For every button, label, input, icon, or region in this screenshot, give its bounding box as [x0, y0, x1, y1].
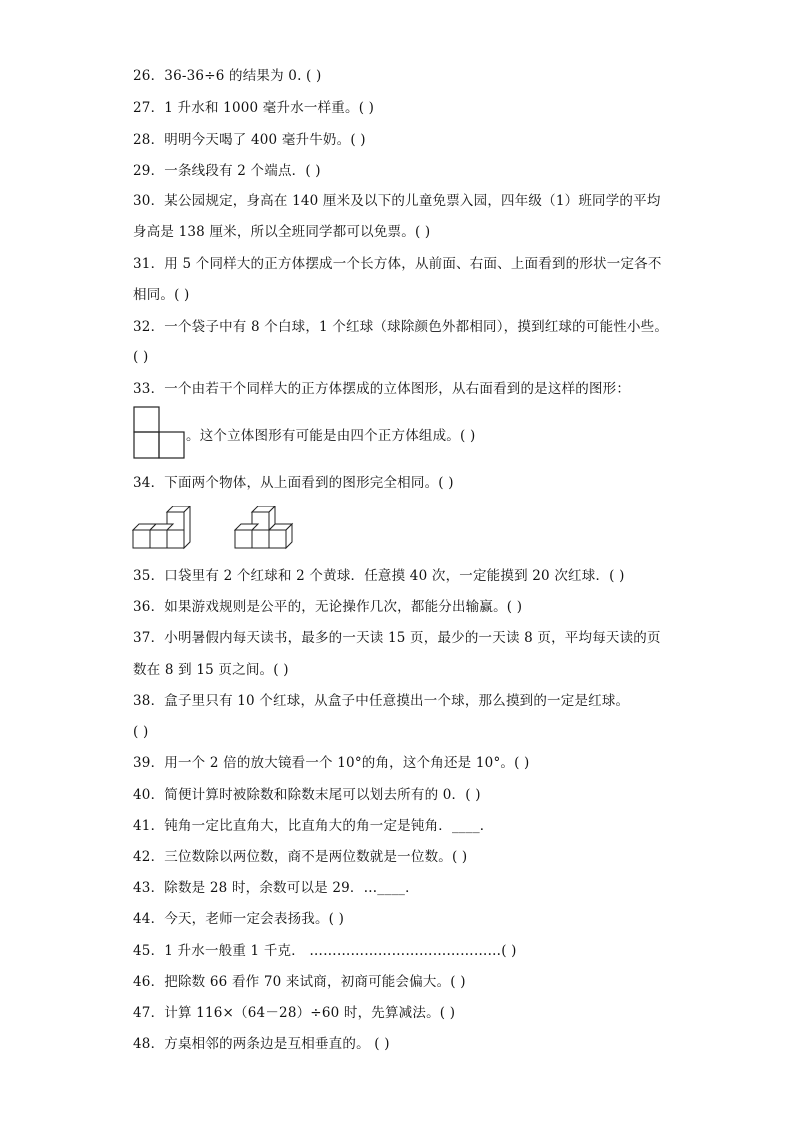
question-31-line-1: 31．用 5 个同样大的正方体摆成一个长方体，从前面、右面、上面看到的形状一定各不 [133, 256, 662, 272]
question-27: 27．1 升水和 1000 毫升水一样重。( ) [133, 100, 375, 116]
right-view-figure [133, 406, 187, 460]
question-43: 43．除数是 28 时，余数可以是 29．…____． [133, 880, 419, 896]
cube-object-1 [132, 506, 196, 550]
question-46: 46．把除数 66 看作 70 来试商，初商可能会偏大。( ) [133, 974, 466, 990]
question-35: 35．口袋里有 2 个红球和 2 个黄球．任意摸 40 次，一定能摸到 20 次红球．( ) [133, 568, 625, 584]
question-42: 42．三位数除以两位数，商不是两位数就是一位数。( ) [133, 849, 468, 865]
question-38-line-2: ( ) [133, 724, 149, 740]
question-33-line-2: 。这个立体图形有可能是由四个正方体组成。( ) [186, 428, 476, 444]
question-34: 34．下面两个物体，从上面看到的图形完全相同。( ) [133, 475, 454, 491]
cube-object-2 [234, 506, 298, 550]
question-28: 28．明明今天喝了 400 毫升牛奶。( ) [133, 132, 366, 148]
question-41: 41．钝角一定比直角大，比直角大的角一定是钝角．____． [133, 818, 494, 834]
question-32-line-1: 32．一个袋子中有 8 个白球，1 个红球（球除颜色外都相同），摸到红球的可能性小些。 [133, 319, 669, 335]
question-37-line-2: 数在 8 到 15 页之间。( ) [133, 662, 289, 678]
question-29: 29．一条线段有 2 个端点．( ) [133, 163, 321, 179]
question-36: 36．如果游戏规则是公平的，无论操作几次，都能分出输赢。( ) [133, 599, 523, 615]
question-33-line-1: 33．一个由若干个同样大的正方体摆成的立体图形，从右面看到的是这样的图形： [133, 381, 631, 397]
question-40: 40．简便计算时被除数和除数末尾可以划去所有的 0．( ) [133, 787, 481, 803]
question-48: 48．方桌相邻的两条边是互相垂直的。 ( ) [133, 1036, 390, 1052]
question-39: 39．用一个 2 倍的放大镜看一个 10°的角，这个角还是 10°。( ) [133, 755, 530, 771]
question-37-line-1: 37．小明暑假内每天读书，最多的一天读 15 页，最少的一天读 8 页，平均每天读的页 [133, 630, 661, 646]
question-26: 26．36-36÷6 的结果为 0. ( ) [133, 68, 322, 84]
question-45: 45．1 升水一般重 1 千克． ……………………………………( ) [133, 943, 517, 959]
question-44: 44．今天，老师一定会表扬我。( ) [133, 911, 345, 927]
question-47: 47．计算 116×（64－28）÷60 时，先算减法。( ) [133, 1005, 456, 1021]
question-30-line-2: 身高是 138 厘米，所以全班同学都可以免票。( ) [133, 224, 431, 240]
question-31-line-2: 相同。( ) [133, 287, 190, 303]
question-38-line-1: 38．盒子里只有 10 个红球，从盒子中任意摸出一个球，那么摸到的一定是红球。 [133, 693, 630, 709]
question-32-line-2: ( ) [133, 349, 149, 365]
question-30-line-1: 30．某公园规定，身高在 140 厘米及以下的儿童免票入园，四年级（1）班同学的平均 [133, 193, 661, 209]
